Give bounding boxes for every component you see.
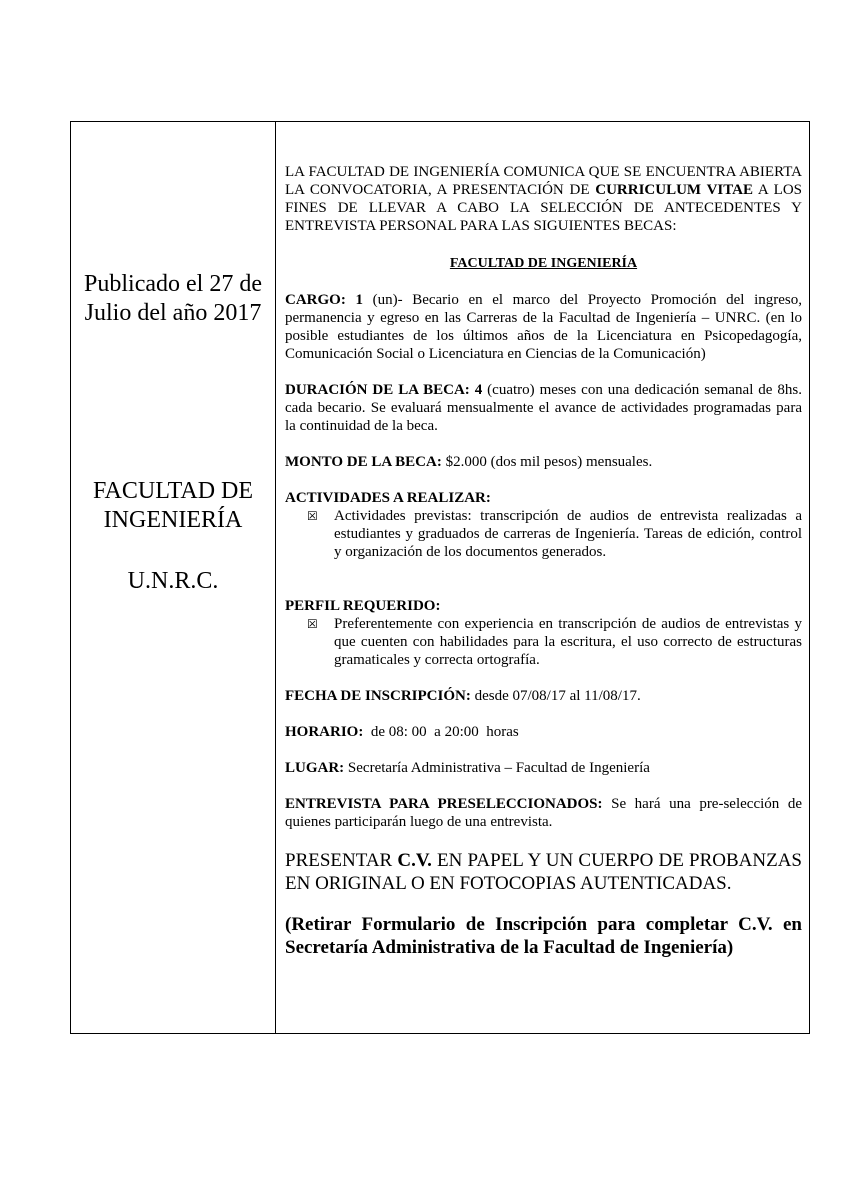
right-column [285, 163, 802, 959]
fecha-label: FECHA DE INSCRIPCIÓN: [285, 688, 471, 704]
actividades-text: Actividades previstas: transcripción de audios de entrevista realizadas a estudiantes y graduados de carreras de Ingeniería. Tareas de edición, control y organización de los documentos generados. [334, 508, 802, 560]
duracion-paragraph [285, 381, 802, 435]
university-name: U.N.R.C. [127, 568, 219, 594]
entrevista-text: Se hará una pre-selección de quienes participarán luego de una entrevista. [285, 796, 803, 830]
lugar-label: LUGAR: [285, 760, 345, 776]
left-column [71, 122, 275, 1033]
faculty-line-2: INGENIERÍA [103, 507, 243, 533]
cargo-paragraph [285, 291, 802, 363]
monto-paragraph [285, 453, 802, 471]
fecha-paragraph [285, 687, 802, 705]
column-divider [275, 122, 276, 1033]
announcement-table [70, 121, 810, 1034]
monto-text: $2.000 (dos mil pesos) mensuales. [441, 454, 653, 470]
section-title: FACULTAD DE INGENIERÍA [449, 256, 638, 271]
faculty-line-1: FACULTAD DE [92, 478, 254, 504]
faculty-name [71, 477, 275, 535]
cargo-label: CARGO: 1 [285, 292, 363, 308]
actividades-label: ACTIVIDADES A REALIZAR: [285, 490, 491, 506]
perfil-text: Preferentemente con experiencia en transcripción de audios de entrevistas y que cuenten con habilidades para la escritura, el uso correcto de estructuras gramaticales y correcta ortografía. [334, 616, 802, 668]
duracion-label: DURACIÓN DE LA BECA: 4 [285, 382, 483, 398]
fecha-text: desde 07/08/17 al 11/08/17. [470, 688, 641, 704]
intro-text-1: LA FACULTAD DE INGENIERÍA COMUNICA QUE SE ENCUENTRA ABIERTA LA CONVOCATORIA, A PRESENTACIÓN DE [285, 164, 802, 198]
intro-paragraph [285, 163, 802, 235]
entrevista-label: ENTREVISTA PARA PRESELECCIONADOS: [285, 796, 603, 812]
lugar-text: Secretaría Administrativa – Facultad de Ingeniería [344, 760, 650, 776]
horario-label: HORARIO: [285, 724, 364, 740]
publication-date: Publicado el 27 de Julio del año 2017 [84, 271, 262, 326]
presentar-text-1: PRESENTAR [285, 850, 398, 871]
horario-paragraph [285, 723, 802, 741]
retirar-note: (Retirar Formulario de Inscripción para completar C.V. en Secretaría Administrativa de la Facultad de Ingeniería) [285, 914, 802, 958]
entrevista-paragraph [285, 795, 802, 831]
intro-text-2: A LOS FINES DE LLEVAR A CABO LA SELECCIÓN DE ANTECEDENTES Y ENTREVISTA PERSONAL PARA LAS SIGUIENTES BECAS: [285, 182, 802, 234]
checkbox-icon: ☒ [307, 617, 318, 631]
presentar-bold: C.V. [397, 850, 432, 871]
lugar-paragraph [285, 759, 802, 777]
duracion-text: (cuatro) meses con una dedicación semanal de 8hs. cada becario. Se evaluará mensualmente el avance de actividades programadas para la continuidad de la beca. [285, 382, 802, 434]
horario-text: de 08: 00 a 20:00 horas [363, 724, 519, 740]
perfil-label: PERFIL REQUERIDO: [285, 598, 441, 614]
checkbox-icon: ☒ [307, 509, 318, 523]
presentar-text-2: EN PAPEL Y UN CUERPO DE PROBANZAS EN ORIGINAL O EN FOTOCOPIAS AUTENTICADAS. [285, 850, 802, 894]
presentar-paragraph [285, 849, 802, 895]
monto-label: MONTO DE LA BECA: [285, 454, 442, 470]
actividades-bullet [285, 507, 802, 561]
intro-bold: CURRICULUM VITAE [595, 182, 753, 198]
perfil-bullet [285, 615, 802, 669]
cargo-text: (un)- Becario en el marco del Proyecto Promoción del ingreso, permanencia y egreso en las Carreras de la Facultad de Ingeniería – UNRC. (en lo posible estudiantes de los últimos años de la Licenciatura en Psicopedagogía, Comunicación Social o Licenciatura en Ciencias de la Comunicación) [285, 292, 802, 362]
